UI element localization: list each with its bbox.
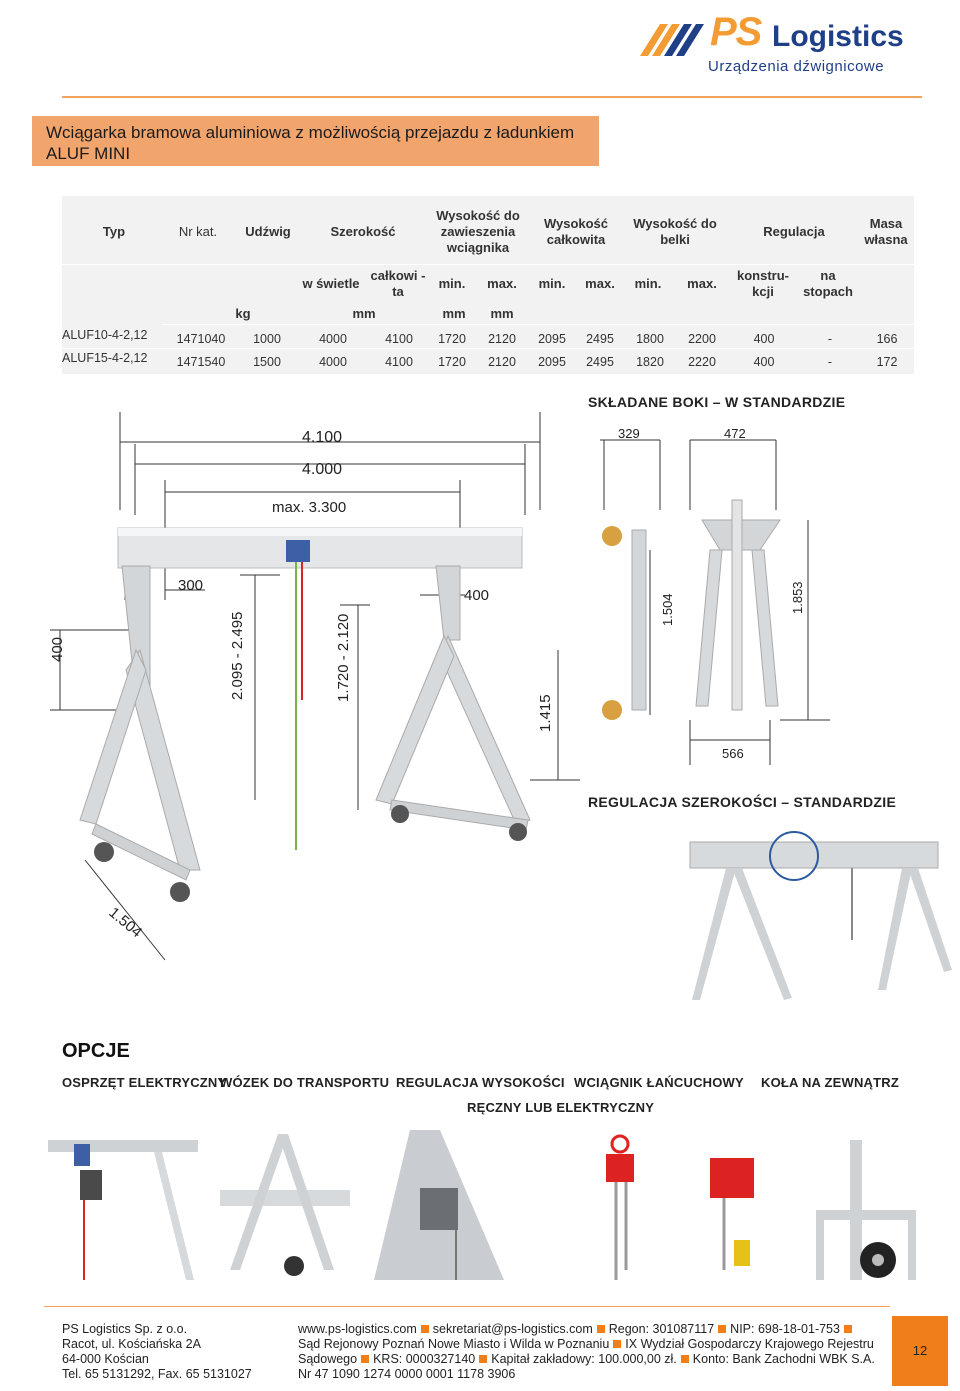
wheel-icon — [602, 526, 622, 546]
folded-leg-column — [632, 530, 646, 710]
spec-table — [62, 196, 914, 374]
bullet-icon — [479, 1355, 487, 1363]
options-heading: OPCJE — [62, 1040, 130, 1062]
cell-reg-konstr: 400 — [753, 332, 775, 346]
logo-tagline: Urządzenia dźwignicowe — [708, 58, 885, 75]
sub-max-3: max. — [687, 276, 717, 291]
dim-566: 566 — [722, 746, 744, 761]
cell-calkowita: 4100 — [385, 355, 413, 369]
gantry-diagram — [40, 400, 580, 980]
cell-udzwig: 1000 — [253, 332, 281, 346]
footer-email[interactable]: sekretariat@ps-logistics.com — [432, 1322, 593, 1336]
unit-kg: kg — [235, 306, 251, 321]
right-column — [436, 566, 460, 640]
option-label-electric: OSPRZĘT ELEKTRYCZNY — [62, 1075, 227, 1090]
folding-heading: SKŁADANE BOKI – W STANDARDZIE — [588, 394, 846, 410]
page-title: Wciągarka bramowa aluminiowa z możliwością przejazdu z ładunkiem ALUF MINI — [46, 123, 575, 163]
unit-mm-1: mm — [352, 306, 376, 321]
right-leg-rear — [440, 636, 530, 824]
cell-zaw-max: 2120 — [488, 355, 516, 369]
leg — [908, 868, 952, 972]
folded-center-post — [732, 500, 742, 710]
footer-court: Sąd Rejonowy Poznań Nowe Miasto i Wilda w Poznaniu — [298, 1337, 610, 1351]
width-heading: REGULACJA SZEROKOŚCI – STANDARDZIE — [588, 794, 897, 810]
col-regulacja: Regulacja — [763, 224, 825, 239]
photo-height — [374, 1130, 504, 1280]
col-szerokosc: Szerokość — [330, 224, 396, 239]
bullet-icon — [597, 1325, 605, 1333]
photo-trolley — [220, 1134, 350, 1276]
col-udzwig: Udźwig — [245, 224, 291, 239]
cell-reg-konstr: 400 — [753, 355, 775, 369]
cell-w-swietle: 4000 — [319, 355, 347, 369]
dim-2095-2495: 2.095 - 2.495 — [229, 611, 246, 700]
bullet-icon — [844, 1325, 852, 1333]
cell-belki-max: 2200 — [688, 332, 716, 346]
left-leg-front — [80, 650, 146, 824]
trolley — [286, 540, 310, 562]
sub-calkowita: całkowi -ta — [370, 268, 426, 299]
cell-typ: ALUF10-4-2,12 — [62, 328, 148, 342]
dim-472: 472 — [724, 426, 746, 441]
photo-electric — [48, 1140, 198, 1280]
option-label-wheels: KOŁA NA ZEWNĄTRZ — [761, 1075, 899, 1090]
cell-zaw-min: 1720 — [438, 355, 466, 369]
cell-calk-min: 2095 — [538, 355, 566, 369]
bullet-icon — [718, 1325, 726, 1333]
dim-4100: 4.100 — [302, 429, 343, 446]
cell-typ: ALUF15-4-2,12 — [62, 351, 148, 365]
cell-calk-max: 2495 — [586, 355, 614, 369]
footer-web[interactable]: www.ps-logistics.com — [298, 1322, 417, 1336]
bullet-icon — [681, 1355, 689, 1363]
dim-1504-side: 1.504 — [660, 593, 675, 626]
footer-tel: Tel. 65 5131292, Fax. 65 5131027 — [62, 1367, 252, 1381]
cell-udzwig: 1500 — [253, 355, 281, 369]
footer-divider — [44, 1306, 890, 1307]
folded-leg — [696, 550, 722, 706]
footer-bank: Konto: Bank Zachodni WBK S.A. — [692, 1352, 875, 1366]
unit-mm-3: mm — [490, 306, 514, 321]
page-number: 12 — [892, 1316, 948, 1386]
col-typ: Typ — [102, 224, 126, 239]
sub-konstrukcji: konstru- kcji — [737, 268, 789, 299]
dim-1504: 1.504 — [105, 904, 146, 942]
dim-400-left: 400 — [49, 636, 66, 662]
header-divider — [62, 96, 922, 98]
footer-line-1 — [298, 1322, 856, 1336]
dim-max-3300: max. 3.300 — [272, 499, 347, 516]
width-adjust-photo — [680, 820, 960, 1020]
unit-mm-2: mm — [442, 306, 466, 321]
col-wys-belki: Wysokość do belki — [633, 216, 717, 247]
right-leg-front — [376, 636, 454, 804]
leg — [878, 868, 912, 990]
sub-min-3: min. — [634, 276, 662, 291]
cell-belki-min: 1800 — [636, 332, 664, 346]
col-wys-calkowita: Wysokość całkowita — [543, 216, 609, 247]
cell-nr: 1471540 — [176, 355, 226, 369]
wheel-icon — [509, 823, 527, 841]
cell-reg-stopy: - — [827, 332, 833, 346]
col-masa: Masa własna — [864, 216, 908, 247]
footer-court2: Sądowego — [298, 1352, 358, 1366]
dim-1415: 1.415 — [537, 694, 554, 732]
photo-wheels — [816, 1140, 916, 1280]
leg — [692, 868, 736, 1000]
footer-city: 64-000 Kościan — [62, 1352, 149, 1366]
cell-nr: 1471040 — [176, 332, 226, 346]
cell-calkowita: 4100 — [385, 332, 413, 346]
folding-sides-diagram — [590, 420, 840, 770]
col-wys-zawieszenia: Wysokość do zawieszenia wciągnika — [436, 208, 520, 255]
cell-w-swietle: 4000 — [319, 332, 347, 346]
table-divider — [62, 348, 914, 349]
dim-4000: 4.000 — [302, 461, 343, 478]
logo-stripes-icon — [620, 16, 710, 66]
cell-masa: 166 — [876, 332, 898, 346]
logo-ps: PS — [710, 10, 762, 54]
cell-calk-max: 2495 — [586, 332, 614, 346]
leg — [732, 868, 792, 1000]
cell-masa: 172 — [876, 355, 898, 369]
dim-329: 329 — [618, 426, 640, 441]
dim-1853: 1.853 — [790, 581, 805, 614]
sub-max-1: max. — [487, 276, 517, 291]
sub-w-swietle: w świetle — [302, 276, 360, 291]
cell-belki-max: 2220 — [688, 355, 716, 369]
footer-dept: IX Wydział Gospodarczy Krajowego Rejestru — [625, 1337, 874, 1351]
sub-na-stopach: na stopach — [803, 268, 853, 299]
cell-zaw-min: 1720 — [438, 332, 466, 346]
bullet-icon — [421, 1325, 429, 1333]
footer-street: Racot, ul. Kościańska 2A — [62, 1337, 201, 1351]
folded-leg — [752, 550, 778, 706]
option-label-trolley: WÓZEK DO TRANSPORTU — [220, 1075, 390, 1090]
sub-min-1: min. — [438, 276, 466, 291]
sub-max-2: max. — [585, 276, 615, 291]
wheel-icon — [391, 805, 409, 823]
cell-belki-min: 1820 — [636, 355, 664, 369]
bullet-icon — [613, 1340, 621, 1348]
footer-nip: NIP: 698-18-01-753 — [730, 1322, 840, 1336]
cell-calk-min: 2095 — [538, 332, 566, 346]
dim-1720-2120: 1.720 - 2.120 — [335, 613, 352, 702]
title-banner — [32, 116, 599, 166]
option-label-chain-hoist-2: RĘCZNY LUB ELEKTRYCZNY — [467, 1100, 655, 1115]
col-nr-kat: Nr kat. — [178, 224, 218, 239]
logo-logistics: Logistics — [772, 20, 904, 53]
footer-regon: Regon: 301087117 — [608, 1322, 715, 1336]
footer-company: PS Logistics Sp. z o.o. — [62, 1322, 188, 1336]
table-divider — [162, 324, 914, 325]
footer-capital: Kapitał zakładowy: 100.000,00 zł. — [491, 1352, 677, 1366]
company-logo — [620, 6, 920, 86]
bullet-icon — [361, 1355, 369, 1363]
wheel-icon — [94, 842, 114, 862]
option-label-chain-hoist: WCIĄGNIK ŁAŃCUCHOWY — [574, 1075, 744, 1090]
dim-300: 300 — [178, 577, 204, 594]
sub-min-2: min. — [538, 276, 566, 291]
cell-reg-stopy: - — [827, 355, 833, 369]
wheel-icon — [170, 882, 190, 902]
option-label-height: REGULACJA WYSOKOŚCI — [396, 1075, 565, 1090]
table-divider — [62, 264, 914, 265]
footer-line-3 — [298, 1352, 875, 1366]
photo-chain-hoist — [606, 1136, 754, 1280]
cell-zaw-max: 2120 — [488, 332, 516, 346]
dim-400-top: 400 — [464, 587, 490, 604]
footer-krs: KRS: 0000327140 — [373, 1352, 476, 1366]
beam — [690, 842, 938, 868]
footer-account: Nr 47 1090 1274 0000 0001 1178 3906 — [298, 1367, 516, 1381]
footer-line-2 — [298, 1337, 874, 1351]
wheel-icon — [602, 700, 622, 720]
gantry-beam-highlight — [118, 528, 522, 536]
option-photos — [44, 1130, 934, 1290]
